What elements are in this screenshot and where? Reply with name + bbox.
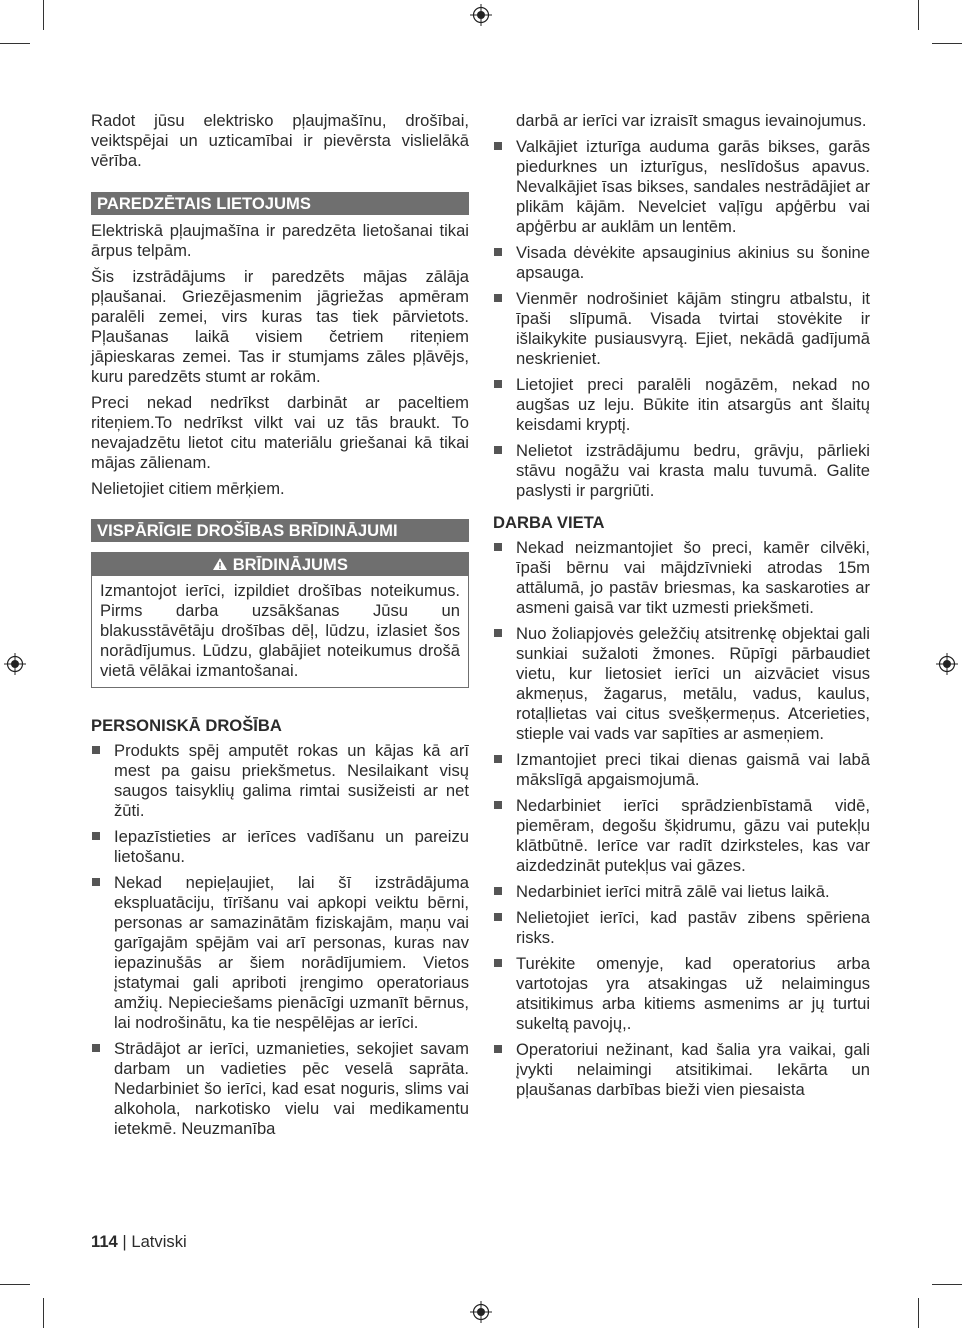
bullet-square-icon bbox=[494, 142, 502, 150]
crop-mark bbox=[918, 0, 919, 30]
bullet-square-icon bbox=[92, 878, 100, 886]
list-item: Lietojiet preci paralēli nogāzēm, nekad no augšas uz leju. Būkite itin atsargūs ant šlaitų keisdami kryptį. bbox=[493, 375, 870, 435]
crop-mark bbox=[932, 43, 962, 44]
crop-mark bbox=[918, 1298, 919, 1328]
warning-title: BRĪDINĀJUMS bbox=[232, 555, 348, 574]
registration-mark-icon bbox=[470, 4, 492, 26]
clothing-safety-list bbox=[493, 137, 870, 501]
personal-safety-heading: PERSONISKĀ DROŠĪBA bbox=[91, 716, 282, 735]
intended-use-paragraph: Preci nekad nedrīkst darbināt ar paceltiem riteņiem.To nedrīkst vilkt vai uz tās braukt. To nevajadzētu lietot citu materiālu griešanai kā tikai mājas zālienam. bbox=[91, 393, 469, 472]
page-number: 114 bbox=[91, 1232, 118, 1251]
bullet-square-icon bbox=[92, 1044, 100, 1052]
left-column bbox=[91, 111, 469, 1145]
warning-header bbox=[92, 553, 468, 576]
work-area-list bbox=[493, 538, 870, 1100]
list-item: Turėkite omenyje, kad operatorius arba vartotojas yra atsakingas už nelaimingus atsitikimus arba kitiems asmenims ar jų turtui sukeltą pavojų,. bbox=[493, 954, 870, 1034]
list-item: Strādājot ar ierīci, uzmanieties, sekojiet savam darbam un vadieties pēc veselā saprāta. Nedarbiniet šo ierīci, kad esat noguris, slims vai alkohola, narkotisko vielu vai medikamentu ietekmē. Neuzmanība bbox=[91, 1039, 469, 1139]
list-item: Vienmēr nodrošiniet kājām stingru atbalstu, it īpaši slīpumā. Visada tvirtai stovėkite ir išlaikykite pusiausvyrą. Ejiet, nekādā gadījumā neskrieniet. bbox=[493, 289, 870, 369]
intro-paragraph: Radot jūsu elektrisko pļaujmašīnu, drošībai, veiktspējai un uzticamībai ir pievērsta vislielākā vērība. bbox=[91, 111, 469, 170]
bullet-square-icon bbox=[494, 801, 502, 809]
list-item: Nuo žoliapjovės geležčių atsitrenkę objektai gali sunkiai sužaloti žmones. Rūpīgi pārbaudiet vietu, kur lietosiet ierīci un aizvāciet visus akmeņus, žagarus, metālu, vadus, kaulus, rotaļlietas vai citus svešķermeņus. Atcerieties, stieple vai vads var sapīties ar asmeņiem. bbox=[493, 624, 870, 744]
general-safety-heading: VISPĀRĪGIE DROŠĪBAS BRĪDINĀJUMI bbox=[91, 519, 469, 542]
crop-mark bbox=[0, 1284, 30, 1285]
list-item: Produkts spēj amputēt rokas un kājas kā arī mest pa gaisu priekšmetus. Nesilaikant visų saugos taisyklių galima rimtai susižeisti ar net žūti. bbox=[91, 741, 469, 821]
crop-mark bbox=[0, 43, 30, 44]
bullet-square-icon bbox=[494, 380, 502, 388]
registration-mark-icon bbox=[936, 653, 958, 675]
bullet-square-icon bbox=[494, 959, 502, 967]
footer-language: Latviski bbox=[131, 1232, 187, 1251]
work-area-heading: DARBA VIETA bbox=[493, 513, 605, 532]
personal-safety-list bbox=[91, 741, 469, 1139]
list-item: Nekad neizmantojiet šo preci, kamēr cilvēki, īpaši bērnu vai mājdzīvnieki atrodas 15m attālumā, jo pastāv briesmas, ka saskaroties ar asmeni gaisā var tikt uzmesti priekšmeti. bbox=[493, 538, 870, 618]
bullet-square-icon bbox=[494, 248, 502, 256]
bullet-square-icon bbox=[494, 294, 502, 302]
bullet-square-icon bbox=[494, 755, 502, 763]
bullet-square-icon bbox=[494, 446, 502, 454]
list-item: Nekad nepieļaujiet, lai šī izstrādājuma ekspluatāciju, tīrīšanu vai apkopi veiktu bērni, personas ar samazinātām fiziskajām, maņu vai garīgajām spējām vai arī personas, kuras nav iepazinušās ar šiem norādījumiem. Vietos įstatymai gali apriboti įrengimo operatoriaus amžių. Nepieciešams pienācīgi uzmanīt bērnus, lai nodrošinātu, ka tie nespēlējas ar ierīci. bbox=[91, 873, 469, 1033]
warning-text: Izmantojot ierīci, izpildiet drošības noteikumus. Pirms darba uzsākšanas Jūsu un blakusstāvētāju drošības dēļ, lūdzu, izlasiet šos norādījumus. Lūdzu, glabājiet noteikumus drošā vietā vēlākai izmantošanai. bbox=[100, 581, 460, 680]
list-item: Nelietot izstrādājumu bedru, grāvju, pārlieki stāvu nogāžu vai krasta malu tuvumā. Galite paslysti ir pargriūti. bbox=[493, 441, 870, 501]
bullet-square-icon bbox=[494, 1045, 502, 1053]
list-item: Operatoriui nežinant, kad šalia yra vaikai, gali įvykti nelaimingi atsitikimai. Iekārta un pļaušanas darbības bieži vien piesaista bbox=[493, 1040, 870, 1100]
list-item: Nelietojiet ierīci, kad pastāv zibens spēriena risks. bbox=[493, 908, 870, 948]
list-item: Nedarbiniet ierīci sprādzienbīstamā vidē, piemēram, degošu šķidrumu, gāzu vai putekļu klātbūtnē. Ierīce var radīt dzirksteles, kas var aizdedzināt putekļus vai gāzes. bbox=[493, 796, 870, 876]
list-item: Izmantojiet preci tikai dienas gaismā vai labā mākslīgā apgaismojumā. bbox=[493, 750, 870, 790]
list-item: Iepazīstieties ar ierīces vadīšanu un pareizu lietošanu. bbox=[91, 827, 469, 867]
warning-box bbox=[91, 552, 469, 688]
right-column bbox=[493, 111, 870, 1106]
list-item: Valkājiet izturīga auduma garās bikses, garās piedurknes un izturīgus, neslīdošus apavus. Nevalkājiet īsas bikses, sandales nestrādājiet ar plikām kājām. Nevelciet vaļīgu apģērbu vai apģērbu ar auklām un lentēm. bbox=[493, 137, 870, 237]
bullet-square-icon bbox=[92, 832, 100, 840]
continued-text: darbā ar ierīci var izraisīt smagus ievainojumus. bbox=[516, 111, 867, 130]
page-footer bbox=[91, 1232, 187, 1252]
registration-mark-icon bbox=[4, 653, 26, 675]
crop-mark bbox=[932, 1284, 962, 1285]
footer-separator: | bbox=[122, 1232, 127, 1251]
intended-use-paragraph: Nelietojiet citiem mērķiem. bbox=[91, 479, 285, 498]
bullet-square-icon bbox=[494, 913, 502, 921]
bullet-square-icon bbox=[92, 746, 100, 754]
bullet-square-icon bbox=[494, 887, 502, 895]
registration-mark-icon bbox=[470, 1301, 492, 1323]
intended-use-paragraph: Elektriskā pļaujmašīna ir paredzēta lietošanai tikai ārpus telpām. bbox=[91, 221, 469, 260]
intended-use-paragraph: Šis izstrādājums ir paredzēts mājas zālāja pļaušanai. Griezējasmenim jāgriežas apmēram paralēli zemei, virs kuras tas tiek pārvietots. Pļaušanas laikā visiem četriem riteņiem jāpieskaras zemei. Tas ir stumjams zāles pļāvējs, kuru paredzēts stumt ar rokām. bbox=[91, 267, 469, 386]
intended-use-heading: PAREDZĒTAIS LIETOJUMS bbox=[91, 192, 469, 215]
crop-mark bbox=[43, 1298, 44, 1328]
list-item: Visada dėvėkite apsauginius akinius su šonine apsauga. bbox=[493, 243, 870, 283]
warning-triangle-icon bbox=[212, 557, 228, 571]
bullet-square-icon bbox=[494, 629, 502, 637]
crop-mark bbox=[43, 0, 44, 30]
bullet-square-icon bbox=[494, 543, 502, 551]
list-item: Nedarbiniet ierīci mitrā zālē vai lietus laikā. bbox=[493, 882, 870, 902]
